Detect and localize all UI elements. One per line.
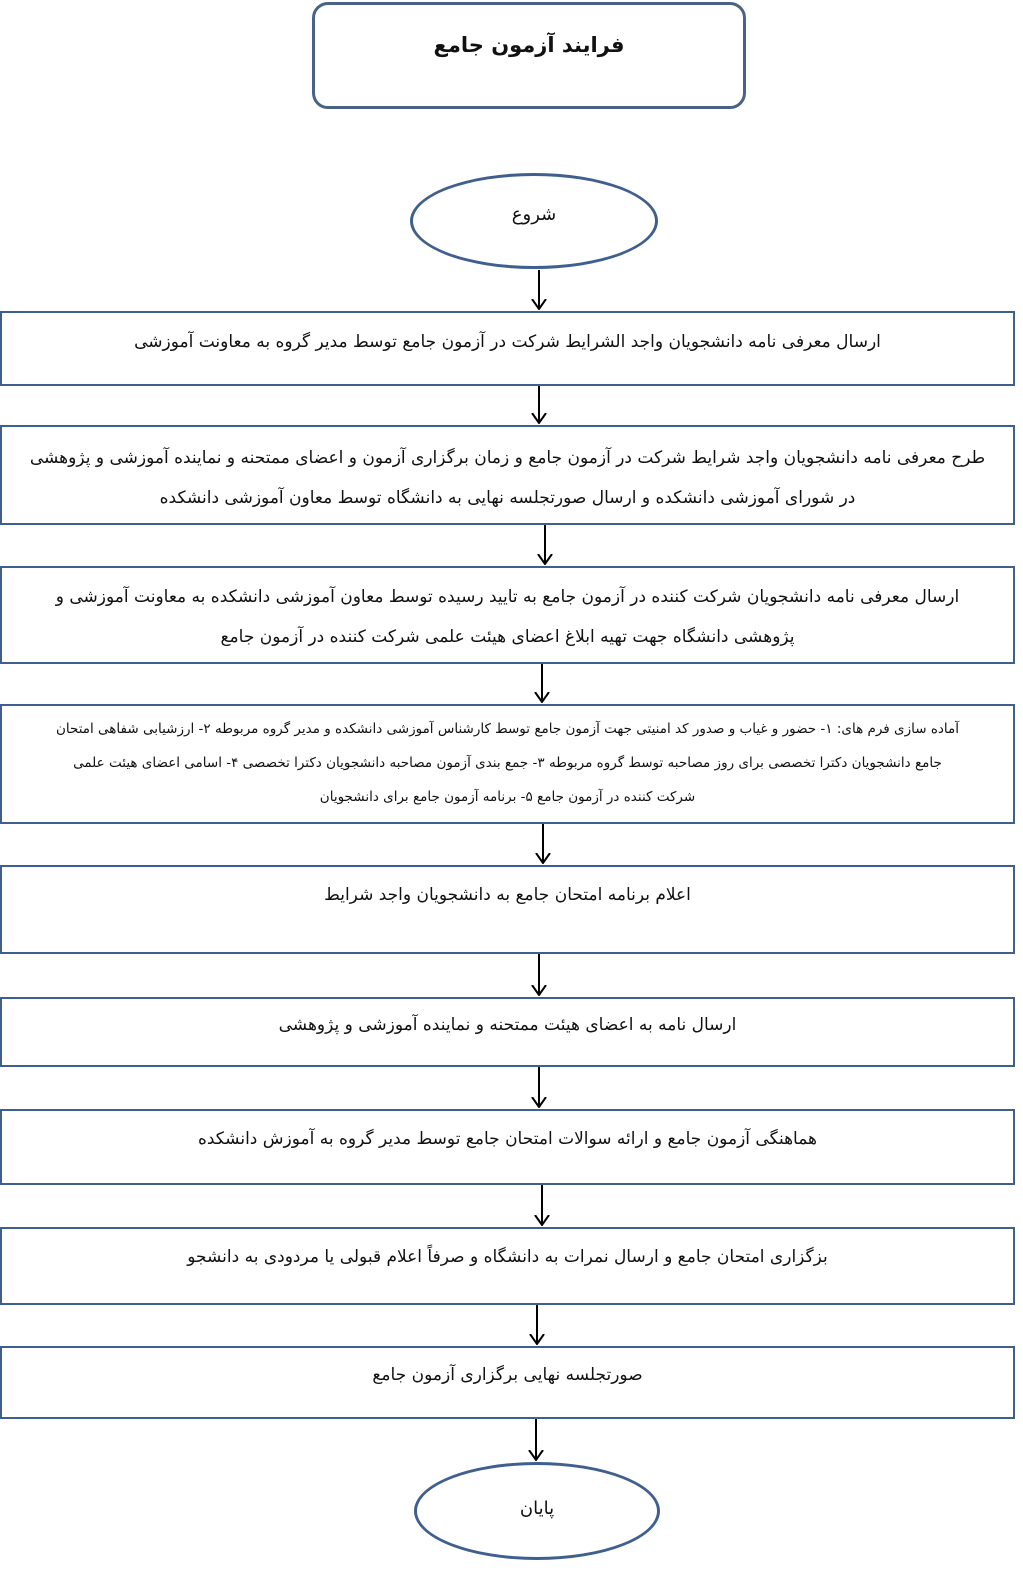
step-4-line-1: آماده سازی فرم های: ۱- حضور و غیاب و صدور کد امنیتی جهت آزمون جامع توسط کارشناس آموزشی دانشکده و مدیر گروه مربوطه ۲- ارزشیابی شفاهی امتحان [55,721,960,737]
arrow-head [537,554,553,565]
arrow-head [529,1334,545,1345]
step-6-line-1: ارسال نامه به اعضای هیئت ممتحنه و نماینده آموزشی و پژوهشی [278,1015,737,1035]
step-8-line-1: بزگزاری امتحان جامع و ارسال نمرات به دانشگاه و صرفاً اعلام قبولی یا مردودی به دانشجو [187,1247,828,1267]
step-4-line-2: جامع دانشجویان دکترا تخصصی برای روز مصاحبه توسط گروه مربوطه ۳- جمع بندی آزمون مصاحبه دانشجویان دکترا تخصصی ۴- اسامی اعضای هیئت علمی [73,755,942,771]
step-5-line-1: اعلام برنامه امتحان جامع به دانشجویان واجد شرایط [324,885,691,905]
end-node [414,1462,660,1560]
step-box-7 [0,1109,1015,1185]
start-node [410,173,658,269]
step-1-line-1: ارسال معرفی نامه دانشجویان واجد الشرایط شرکت در آزمون جامع توسط مدیر گروه به معاونت آموزشی [134,332,881,352]
flowchart-title: فرایند آزمون جامع [433,32,625,57]
arrow-head [531,1097,547,1108]
start-label: شروع [511,203,557,225]
step-2-line-1: طرح معرفی نامه دانشجویان واجد شرایط شرکت در آزمون جامع و زمان برگزاری آزمون و اعضای ممتحنه و نماینده آموزشی و پژوهشی [29,448,986,468]
flowchart-title-box [312,2,746,109]
step-3-line-2: پژوهشی دانشگاه جهت تهیه ابلاغ اعضای هیئت علمی شرکت کننده در آزمون جامع [220,627,795,647]
step-box-3 [0,566,1015,664]
arrow-head [531,985,547,996]
step-7-line-1: هماهنگی آزمون جامع و ارائه سوالات امتحان جامع توسط مدیر گروه به آموزش دانشکده [197,1129,818,1149]
step-box-8 [0,1227,1015,1305]
step-box-2 [0,425,1015,525]
arrow-head [528,1450,544,1461]
end-label: پایان [519,1497,555,1519]
arrow-head [535,853,551,864]
step-2-line-2: در شورای آموزشی دانشکده و ارسال صورتجلسه نهایی به دانشگاه توسط معاون آموزشی دانشکده [159,488,856,508]
step-4-line-3: شرکت کننده در آزمون جامع ۵- برنامه آزمون جامع برای دانشجویان [319,789,696,805]
step-box-5 [0,865,1015,954]
step-9-line-1: صورتجلسه نهایی برگزاری آزمون جامع [372,1365,643,1385]
arrow-head [531,413,547,424]
arrow-head [534,1215,550,1226]
arrow-head [534,692,550,703]
arrow-head [531,299,547,310]
step-3-line-1: ارسال معرفی نامه دانشجویان شرکت کننده در آزمون جامع به تایید رسیده توسط معاون آموزشی دانشکده به معاونت آموزشی و [55,587,960,607]
step-box-1 [0,311,1015,386]
step-box-4 [0,704,1015,824]
step-box-9 [0,1346,1015,1419]
step-box-6 [0,997,1015,1067]
